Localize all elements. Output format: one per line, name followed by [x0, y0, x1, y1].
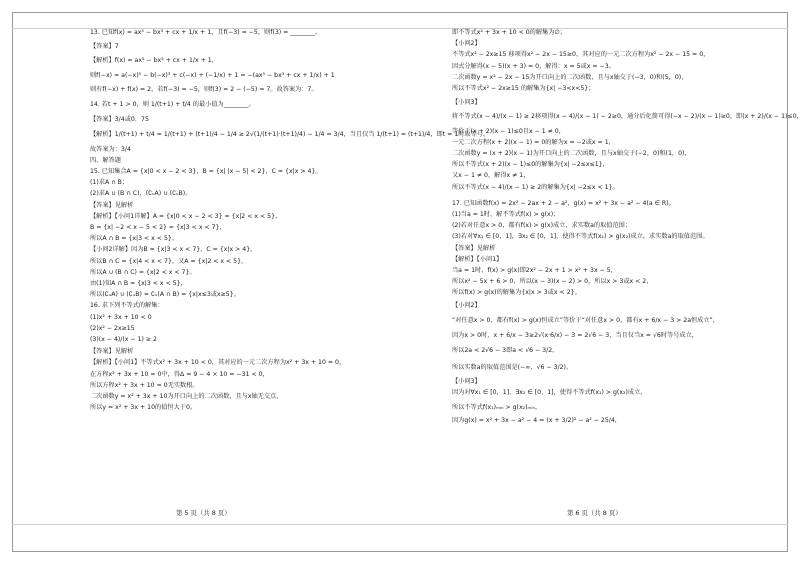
right-column-line: 所以不等式(x − 4)/(x − 1) ≥ 2的解集为{x| −2≤x < 1}。 [452, 183, 619, 191]
left-column-line: (3)(x − 4)/(x − 1) ≥ 2 [90, 336, 157, 344]
bottom-rule [12, 524, 788, 525]
right-column [452, 29, 803, 425]
right-column-line: 【小问3】 [452, 99, 481, 107]
right-column-line: 17. 已知函数f(x) = 2x² − 2ax + 2 − a²，g(x) = x² + 3x − a² − 4(a ∈ R)。 [452, 199, 675, 207]
right-column-line: (2)若对任意x > 0，都有f(x) > g(x)成立，求实数a的取值范围； [452, 222, 632, 230]
right-column-line: 二次函数y = (x + 2)(x − 1)为开口向上的二次函数，且与x轴交于(−2，0)和(1，0)， [452, 150, 691, 158]
left-column-line: 15. 已知集合A = {x|0 < x − 2 < 3}，B = {x| |x − 5| < 2}，C = {x|x > 4}。 [90, 168, 322, 176]
left-column-line: 所以y = x² + 3x + 10的值恒大于0。 [90, 404, 197, 412]
page-number-left: 第 5 页（共 8 页） [176, 509, 231, 517]
left-column-line: 则有f(−x) + f(x) = 2，若f(−3) = −5，则f(3) = 2 − (−5) = 7。故答案为：7。 [90, 85, 318, 93]
right-column-line: 因为对∀x₁ ∈ [0，1]，∃x₂ ∈ [0，1]，使得不等式f(x₁) > g(x₂)成立， [452, 388, 647, 396]
left-column-line: B = {x| −2 < x − 5 < 2} = {x|3 < x < 7}， [90, 224, 226, 232]
right-column-line: 因为x > 0时，x + 6/x − 3≥2√(x·6/x) − 3 = 2√6 − 3，当且仅当x = √6时等号成立， [452, 332, 698, 340]
left-column-line: 四、解答题 [90, 156, 121, 164]
left-column-line: 【解析】【小问1详解】A = {x|0 < x − 2 < 3} = {x|2 < x < 5}， [90, 212, 282, 220]
right-column-line: 所以不等式f(x₁)ₘᵢₙ > g(x₂)ₘᵢₙ， [452, 404, 542, 412]
left-column-line: 【答案】7 [90, 43, 119, 51]
right-column-line: 【小问3】 [452, 377, 481, 385]
left-column-line: 所以(∁ᵤA) ∪ (∁ᵤB) = ∁ᵤ(A ∩ B) = {x|x≤3或x≥5}。 [90, 291, 240, 299]
right-column-line: 所以实数a的取值范围是(−∞，√6 − 3/2)。 [452, 364, 573, 372]
right-column-line: 一元二次方程(x + 2)(x − 1) = 0的解为x = −2或x = 1， [452, 138, 615, 146]
right-column-line: 等价于(x + 2)(x − 1)≤0且x − 1 ≠ 0， [452, 127, 565, 135]
left-column-line: 则f(−x) = a(−x)⁵ − b(−x)³ + c(−x) + (−1/x) + 1 = −(ax⁵ − bx³ + cx + 1/x) + 1 [90, 71, 335, 79]
right-column-line: 又x − 1 ≠ 0，解得x ≠ 1， [452, 172, 530, 180]
right-column-line: 【解析】【小问1】 [452, 255, 503, 263]
right-column-line: 【小问2】 [452, 301, 481, 309]
page-number-right: 第 6 页（共 8 页） [567, 509, 622, 517]
left-column-line: 【小问2详解】因为B = {x|3 < x < 7}，C = {x|x > 4}， [90, 246, 257, 254]
left-column-line: 【答案】见解析 [90, 201, 134, 209]
right-column-line: 因为g(x) = x² + 3x − a² − 4 = (x + 3/2)² − a² − 25/4， [452, 417, 621, 425]
right-column-line: 【答案】见解析 [452, 244, 496, 252]
left-column-line: 二次函数y = x² + 3x + 10为开口向上的二次函数，且与x轴无交点， [90, 393, 283, 401]
left-column-line: 所以方程x² + 3x + 10 = 0无实数根。 [90, 381, 199, 389]
left-column-line: 由(1)知A ∩ B = {x|3 < x < 5}， [90, 280, 187, 288]
right-column-line: “对任意x > 0，都有f(x) > g(x)恒成立”等价于“对任意x > 0，都有x + 6/x − 3 > 2a恒成立”， [452, 316, 719, 324]
left-column-line: 在方程x² + 3x + 10 = 0中，得Δ = 9 − 4 × 10 = −31 < 0， [90, 370, 269, 378]
left-column-line: 13. 已知f(x) = ax⁵ − bx³ + cx + 1/x + 1，且f(−3) = −5，则f(3) = ________。 [90, 29, 322, 36]
left-column-line: (1)x² + 3x + 10 < 0 [90, 313, 152, 321]
left-column-line: 【答案】见解析 [90, 348, 134, 356]
left-column-line: (1)求A ∩ B； [90, 179, 129, 187]
left-column-line: 【解析】【小问1】不等式x² + 3x + 10 < 0，其对应的一元二次方程为x² + 3x + 10 = 0， [90, 359, 346, 367]
right-column-line: 二次函数y = x² − 2x − 15为开口向上的二次函数，且与x轴交于(−3，0)和(5，0)， [452, 73, 688, 81]
right-column-line: 当a = 1时，f(x) > g(x)即2x² − 2x + 1 > x² + 3x − 5， [452, 267, 617, 275]
left-column-line: 所以A ∪ (B ∩ C) = {x|2 < x < 7}。 [90, 268, 196, 276]
left-column-line: 【解析】f(x) = ax⁵ − bx³ + cx + 1/x + 1， [90, 57, 218, 65]
right-column-line: 所以x² − 5x + 6 > 0，所以(x − 3)(x − 2) > 0，所以x > 3或x < 2， [452, 278, 653, 286]
left-column-line: (2)求A ∪ (B ∩ C)，(∁ᵤA) ∪ (∁ᵤB)。 [90, 190, 192, 198]
right-column-line: 所以2a < 2√6 − 3即a < √6 − 3/2， [452, 347, 559, 355]
left-column-line: 14. 若t + 1 > 0，则 1/(t+1) + t/4 的最小值为________。 [90, 101, 255, 109]
left-column-line: 所以B ∩ C = {x|4 < x < 7}，又A = {x|2 < x < 5}， [90, 257, 248, 265]
left-column-line: 所以A ∩ B = {x|3 < x < 5}。 [90, 235, 179, 243]
right-column-line: 将不等式(x − 4)/(x − 1) ≥ 2移项得(x − 4)/(x − 1) − 2≥0，通分后化简可得(−x − 2)/(x − 1)≥0，即(x + 2)/(x − 1)≤0， [452, 113, 803, 121]
right-column-line: 所以不等式(x + 2)(x − 1)≤0的解集为{x| −2≤x≤1}， [452, 161, 609, 169]
right-column-line: 所以f(x) > g(x)的解集为{x|x > 3或x < 2}。 [452, 289, 581, 297]
left-column-line: 16. 求下列不等式的解集： [90, 302, 164, 310]
left-column-line: 【解析】1/(t+1) + t/4 = 1/(t+1) + (t+1)/4 − 1/4 ≥ 2√(1/(t+1)·(t+1)/4) − 1/4 = 3/4，当且仅当 1/(t+1) = (t+1)/4，即t = 1时取等号。 [90, 131, 490, 139]
right-column-line: 所以不等式x² − 2x≥15 的解集为{x| −3<x<5}； [452, 85, 595, 93]
left-column-line: (2)x² − 2x≥15 [90, 324, 135, 332]
right-column-line: 【小问2】 [452, 40, 481, 48]
left-column-line: 故答案为：3/4 [90, 145, 131, 153]
right-column-line: 即不等式x² + 3x + 10 < 0的解集为∅； [452, 29, 566, 36]
right-column-line: (3)若对∀x₁ ∈ [0，1]，∃x₂ ∈ [0，1]，使得不等式f(x₁) > g(x₂)成立，求实数a的取值范围。 [452, 233, 709, 241]
right-column-line: (1)当a = 1时，解不等式f(x) > g(x)； [452, 211, 560, 219]
right-column-line: 不等式x² − 2x≥15 移项得x² − 2x − 15≥0，其对应的一元二次方程为x² − 2x − 15 = 0， [452, 51, 710, 59]
right-column-line: 因式分解得(x − 5)(x + 3) = 0，解得：x = 5或x = −3。 [452, 62, 615, 70]
left-column-line: 【答案】3/4或0．75 [90, 116, 149, 124]
